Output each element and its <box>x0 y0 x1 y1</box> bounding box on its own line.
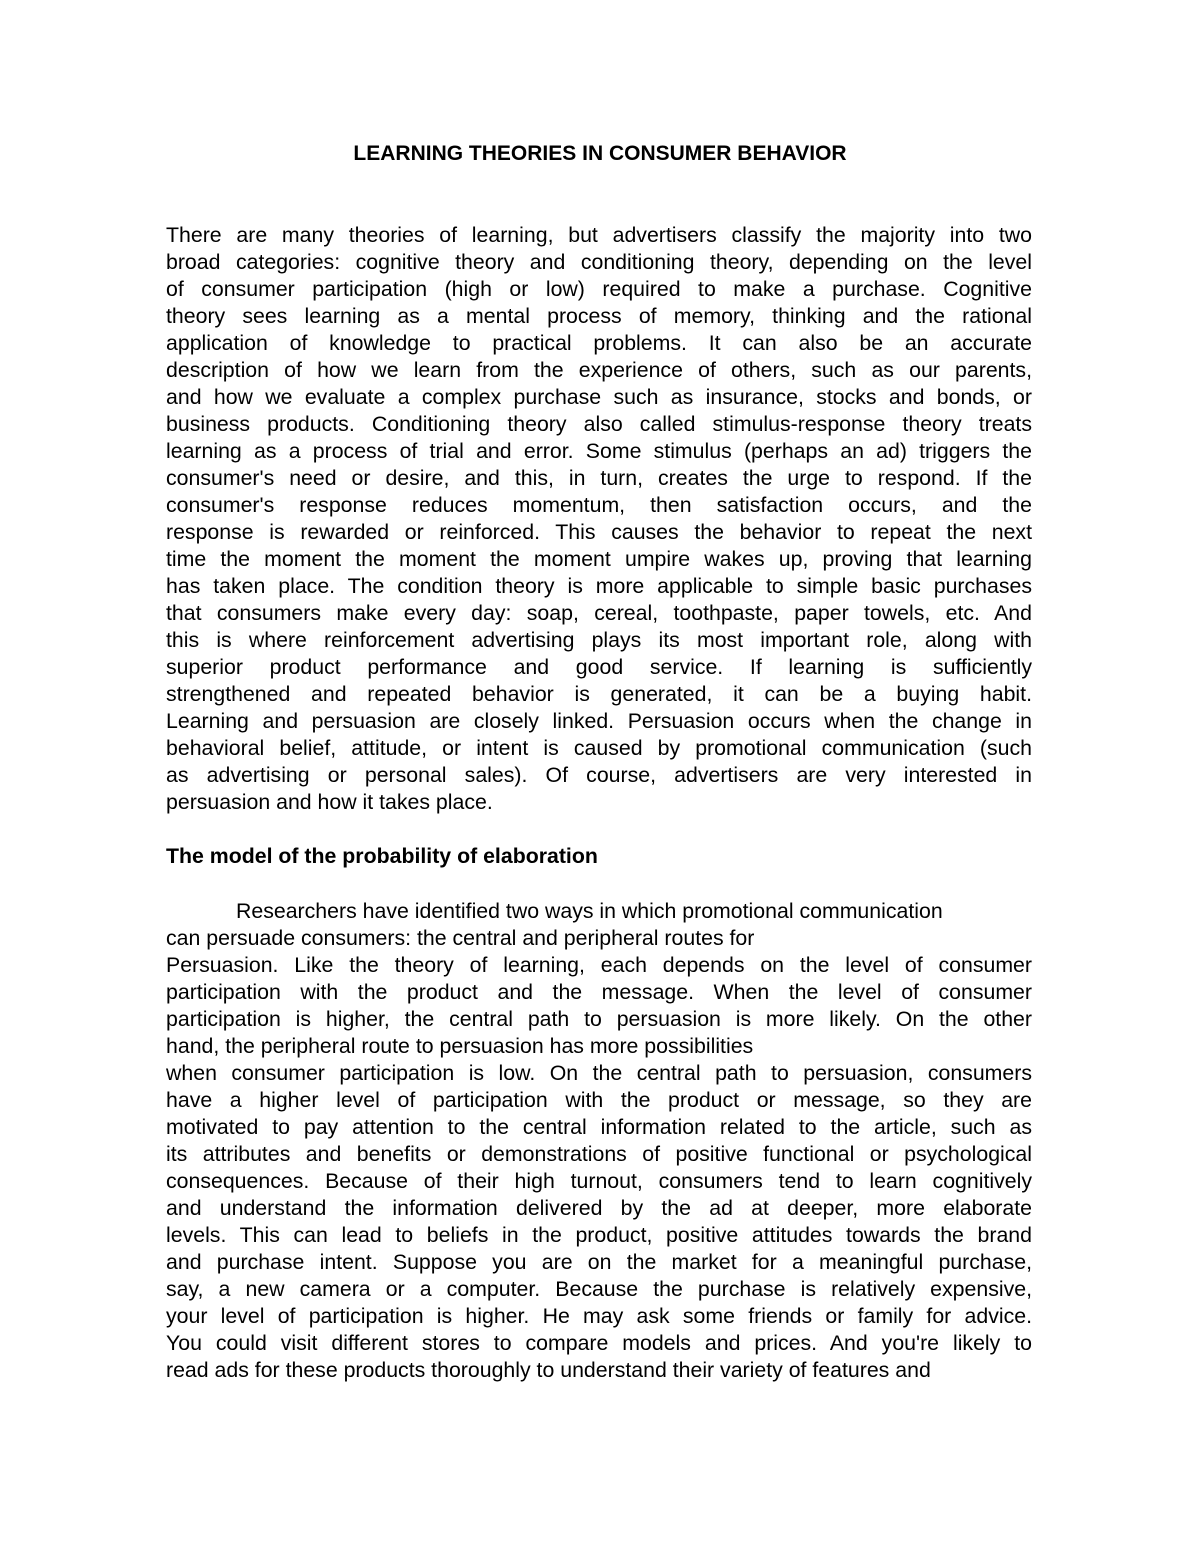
text-line: superior product performance and good service. If learning is sufficiently <box>166 655 1032 679</box>
text-line: response is rewarded or reinforced. This causes the behavior to repeat the next <box>166 520 1032 544</box>
text-line: when consumer participation is low. On the central path to persuasion, consumers <box>166 1061 1032 1085</box>
document-title: LEARNING THEORIES IN CONSUMER BEHAVIOR <box>353 142 847 165</box>
text-line: have a higher level of participation with the product or message, so they are <box>166 1088 1032 1112</box>
text-line: motivated to pay attention to the central information related to the article, such as <box>166 1115 1032 1139</box>
text-line: consumer's need or desire, and this, in turn, creates the urge to respond. If the <box>166 466 1032 490</box>
text-line: description of how we learn from the experience of others, such as our parents, <box>166 358 1032 382</box>
text-line: application of knowledge to practical problems. It can also be an accurate <box>166 331 1032 355</box>
text-line: has taken place. The condition theory is more applicable to simple basic purchases <box>166 574 1032 598</box>
text-line: of consumer participation (high or low) required to make a purchase. Cognitive <box>166 277 1032 301</box>
text-line: say, a new camera or a computer. Because the purchase is relatively expensive, <box>166 1277 1032 1301</box>
text-line: participation with the product and the message. When the level of consumer <box>166 980 1032 1004</box>
text-line: Researchers have identified two ways in which promotional communication <box>236 899 943 923</box>
paragraph-elaboration-model <box>166 898 1032 1384</box>
text-line: can persuade consumers: the central and peripheral routes for <box>166 926 755 950</box>
text-line: participation is higher, the central path to persuasion is more likely. On the other <box>166 1007 1032 1031</box>
text-line: persuasion and how it takes place. <box>166 790 493 814</box>
text-line: time the moment the moment the moment umpire wakes up, proving that learning <box>166 547 1032 571</box>
section-heading: The model of the probability of elaboration <box>166 844 598 868</box>
text-line: strengthened and repeated behavior is generated, it can be a buying habit. <box>166 682 1032 706</box>
text-line: and how we evaluate a complex purchase such as insurance, stocks and bonds, or <box>166 385 1032 409</box>
paragraph-learning-theories <box>166 222 1032 816</box>
text-line: hand, the peripheral route to persuasion has more possibilities <box>166 1034 754 1058</box>
text-line: broad categories: cognitive theory and conditioning theory, depending on the level <box>166 250 1032 274</box>
text-line: levels. This can lead to beliefs in the product, positive attitudes towards the brand <box>166 1223 1032 1247</box>
text-line: its attributes and benefits or demonstrations of positive functional or psychological <box>166 1142 1032 1166</box>
text-line: consumer's response reduces momentum, then satisfaction occurs, and the <box>166 493 1032 517</box>
text-line: this is where reinforcement advertising plays its most important role, along with <box>166 628 1032 652</box>
text-line: theory sees learning as a mental process of memory, thinking and the rational <box>166 304 1032 328</box>
text-line: business products. Conditioning theory also called stimulus-response theory treats <box>166 412 1032 436</box>
text-line: that consumers make every day: soap, cereal, toothpaste, paper towels, etc. And <box>166 601 1032 625</box>
text-line: behavioral belief, attitude, or intent is caused by promotional communication (such <box>166 736 1032 760</box>
text-line: learning as a process of trial and error. Some stimulus (perhaps an ad) triggers the <box>166 439 1032 463</box>
text-line: and understand the information delivered by the ad at deeper, more elaborate <box>166 1196 1032 1220</box>
text-line: consequences. Because of their high turnout, consumers tend to learn cognitively <box>166 1169 1032 1193</box>
text-line: You could visit different stores to compare models and prices. And you're likely to <box>166 1331 1032 1355</box>
text-line: There are many theories of learning, but advertisers classify the majority into two <box>166 223 1032 247</box>
text-line: read ads for these products thoroughly to understand their variety of features and <box>166 1358 931 1382</box>
text-line: Learning and persuasion are closely linked. Persuasion occurs when the change in <box>166 709 1032 733</box>
text-line: as advertising or personal sales). Of course, advertisers are very interested in <box>166 763 1032 787</box>
text-line: and purchase intent. Suppose you are on the market for a meaningful purchase, <box>166 1250 1032 1274</box>
text-line: your level of participation is higher. He may ask some friends or family for advice. <box>166 1304 1032 1328</box>
text-line: Persuasion. Like the theory of learning, each depends on the level of consumer <box>166 953 1032 977</box>
